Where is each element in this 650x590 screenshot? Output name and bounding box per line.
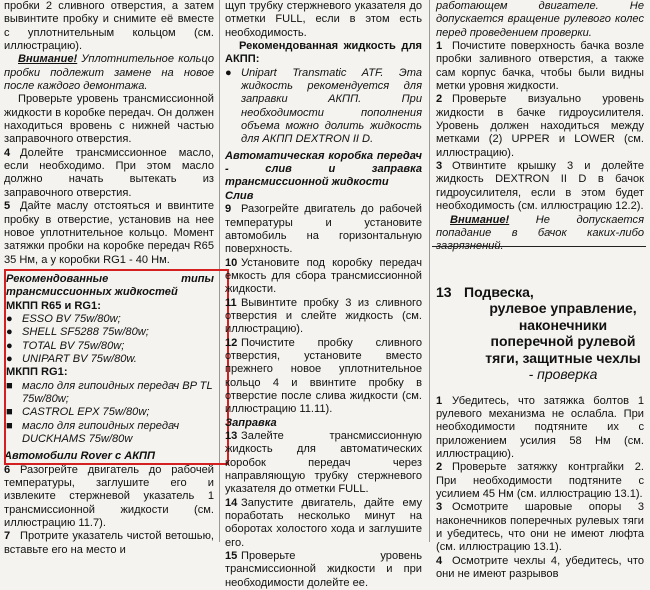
step-item xyxy=(436,555,644,582)
step-text: Разогрейте двигатель до рабочей температуры, заглушите его и извлеките стержневой указатель 1 трансмиссионной жидкости (см. иллюстрацию 11.7). xyxy=(4,463,214,530)
column-2 xyxy=(225,0,422,590)
bullet-mark: ● xyxy=(6,352,13,365)
mkpp-rg1-heading: МКПП RG1: xyxy=(6,366,68,379)
step-text: Проверьте затяжку контргайки 2. При необходимости подтяните с усилием 45 Нм (см. иллюстрацию 13.1). xyxy=(436,461,644,500)
subheading: Заправка xyxy=(225,416,277,429)
bullet-mark: ● xyxy=(6,326,13,339)
step-item xyxy=(225,550,422,590)
step-text: Осмотрите чехлы 4, убедитесь, что они не имеют разрывов xyxy=(436,554,644,580)
step-number: 7 xyxy=(4,530,11,543)
step-item xyxy=(225,257,422,297)
step-number: 4 xyxy=(436,554,443,567)
step-4 xyxy=(4,147,214,200)
paragraph: работающем двигателе. Не допускается вращение рулевого колес перед проведением проверки. xyxy=(436,0,644,39)
step-text: Вывинтите пробку 3 из сливного отверстия и слейте жидкость (см. иллюстрацию). xyxy=(225,296,422,336)
step-text: Убедитесь, что затяжка болтов 1 рулевого механизма не ослабла. При необходимости подтяните их с приложением усилия 58 Нм (см. иллюстрацию). xyxy=(436,394,644,460)
warning-text: Уплотнительное кольцо пробки подлежит замене на новое после каждого демонтажа. xyxy=(4,53,214,93)
step-number: 3 xyxy=(436,501,443,514)
step-text: Залейте трансмиссионную жидкость для автоматических коробок передач через направляющую трубку стержневого указателя до отметки FULL. xyxy=(225,430,422,496)
highlight-frame xyxy=(4,269,229,465)
section-title-line1: Подвеска, xyxy=(464,283,534,300)
step-text: Отвинтите крышку 3 и долейте жидкость DEXTRON II D в бачок гидроусилителя, если в этом будет необходимость (см. иллюстрацию 12.2). xyxy=(436,160,644,213)
akpp-steps xyxy=(225,203,422,590)
fluid-name: CASTROL EPX 75w/80w; xyxy=(22,406,150,419)
step-text: Осмотрите шаровые опоры 3 наконечников поперечных рулевых тяги и убедитесь, что они не имеют люфта (см. иллюстрацию 13.1). xyxy=(436,501,644,554)
step-text: Проверьте визуально уровень жидкости в бачке гидроусилителя. Уровень должен находиться между метками (2) UPPER и LOWER (см. иллюстрацию). xyxy=(436,93,644,159)
step-number: 13 xyxy=(225,430,238,442)
warning-text: Не допускается попадание в бачок каких-либо загрязнений. xyxy=(436,213,644,253)
step-6 xyxy=(4,464,214,531)
step-number: 9 xyxy=(225,203,232,216)
step-number: 1 xyxy=(436,394,443,407)
suspension-steps xyxy=(436,395,644,582)
step-text: Проверьте уровень трансмиссионной жидкости и при необходимости долейте ее. xyxy=(225,550,422,589)
section-13-heading xyxy=(436,284,644,383)
bullet-mark: ■ xyxy=(6,406,13,419)
step-text: Почистите поверхность бачка возле пробки заливного отверстия, а также сам корпус бачка, чтобы были видны метки уровня жидкости. xyxy=(436,40,644,93)
recommended-akpp-heading: Рекомендованная жидкость для АКПП: xyxy=(225,40,422,66)
bullet-mark: ● xyxy=(6,312,13,325)
step-text: Запустите двигатель, дайте ему поработать несколько минут на оборотах холостого хода и заглушите его. xyxy=(225,496,422,549)
step-text: Установите под коробку передач емкость для сбора трансмиссионной жидкости. xyxy=(225,256,422,296)
step-number: 11 xyxy=(225,296,237,309)
step-item xyxy=(436,160,644,213)
step-number: 6 xyxy=(4,463,11,476)
step-item xyxy=(225,297,422,337)
step-number: 15 xyxy=(225,550,238,563)
bullet-mark: ● xyxy=(6,339,13,352)
step-item xyxy=(436,93,644,160)
warning-note xyxy=(4,53,214,93)
fluid-name: UNIPART BV 75w/80w. xyxy=(22,352,137,365)
column-3 xyxy=(436,0,644,581)
bullet-mark: ■ xyxy=(6,419,13,432)
fluid-name: масло для гипоидных передач BP TL 75w/80w; xyxy=(22,379,213,405)
step-text: Дайте маслу отстояться и ввинтите пробку в отверстие, установив на нее новое уплотнительное кольцо. Момент затяжки пробки на коробке передач R65 35 Нм, а у коробки RG1 - 40 Нм. xyxy=(4,200,214,266)
recommended-title: Рекомендованные типы трансмиссионных жидкостей xyxy=(6,272,214,299)
step-item xyxy=(225,430,422,497)
atf-text: Unipart Transmatic ATF. Эта жидкость рекомендуется для заправки АКПП. При необходимости пополнения объема можно долить жидкость для АКПП DEXTRON II D. xyxy=(241,66,422,146)
warning-label: Внимание! xyxy=(18,53,78,66)
step-item xyxy=(436,501,644,554)
step-item xyxy=(436,395,644,462)
column-divider xyxy=(429,0,430,542)
akpp-section-heading: Автоматическая коробка передач - слив и заправка трансмиссионной жидкости xyxy=(225,149,422,189)
atf-bullet xyxy=(225,67,422,147)
rover-akpp-heading: Автомобили Rover с АКПП xyxy=(4,450,156,463)
step-number: 12 xyxy=(225,336,238,349)
step-number: 2 xyxy=(436,93,443,106)
step-5 xyxy=(4,200,214,267)
paragraph: пробки 2 сливного отверстия, а затем вывинтите пробку и снимите её вместе с уплотнительным кольцом (см. иллюстрацию). xyxy=(4,0,214,53)
section-number: 13 xyxy=(436,283,452,300)
step-text: Разогрейте двигатель до рабочей температуры и установите автомобиль на горизонтальную поверхность. xyxy=(225,203,422,256)
bullet-mark: ● xyxy=(225,66,232,79)
fluid-name: SHELL SF5288 75w/80w; xyxy=(22,326,149,339)
step-number: 4 xyxy=(4,146,11,159)
step-item xyxy=(225,417,422,430)
reservoir-steps xyxy=(436,40,644,213)
step-item xyxy=(225,203,422,256)
mkpp-r65-rg1-heading: МКПП R65 и RG1: xyxy=(6,299,101,312)
step-number: 2 xyxy=(436,461,443,474)
step-number: 3 xyxy=(436,160,443,173)
warning-note xyxy=(436,214,644,254)
step-item xyxy=(436,461,644,501)
step-7 xyxy=(4,530,214,557)
bullet-mark: ■ xyxy=(6,379,13,392)
section-title-line3: - проверка xyxy=(528,366,598,383)
step-item xyxy=(436,40,644,93)
step-number: 14 xyxy=(225,496,238,509)
drain-subheading: Слив xyxy=(225,189,254,202)
step-item xyxy=(225,497,422,550)
section-rule xyxy=(432,246,646,247)
warning-label: Внимание! xyxy=(450,213,510,226)
fluid-name: TOTAL BV 75w/80w; xyxy=(22,339,125,352)
fluid-name: ESSO BV 75w/80w; xyxy=(22,312,121,325)
step-item xyxy=(225,337,422,417)
step-number: 5 xyxy=(4,200,11,213)
fluid-name: масло для гипоидных передач DUCKHAMS 75w/80w xyxy=(22,419,180,445)
step-number: 1 xyxy=(436,40,443,53)
section-title-line2: рулевое управление, наконечники поперечной рулевой тяги, защитные чехлы xyxy=(485,300,641,366)
step-number: 10 xyxy=(225,256,238,269)
step-text: Протрите указатель чистой ветошью, вставьте его на место и xyxy=(4,530,214,556)
step-text: Долейте трансмиссионное масло, если необходимо. При этом масло должно начать вытекать из заправочного отверстия. xyxy=(4,146,214,199)
paragraph: щуп трубку стержневого указателя до отметки FULL, если в этом есть необходимость. xyxy=(225,0,422,39)
paragraph: Проверьте уровень трансмиссионной жидкости в коробке передач. Он должен находиться вровень с нижней частью заправочного отверстия. xyxy=(4,93,214,146)
step-text: Почистите пробку сливного отверстия, установите вместо прежнего новое уплотнительное кольцо 4 и ввинтите пробку в отверстие после слива жидкости (см. иллюстрацию 11.11). xyxy=(225,336,422,416)
